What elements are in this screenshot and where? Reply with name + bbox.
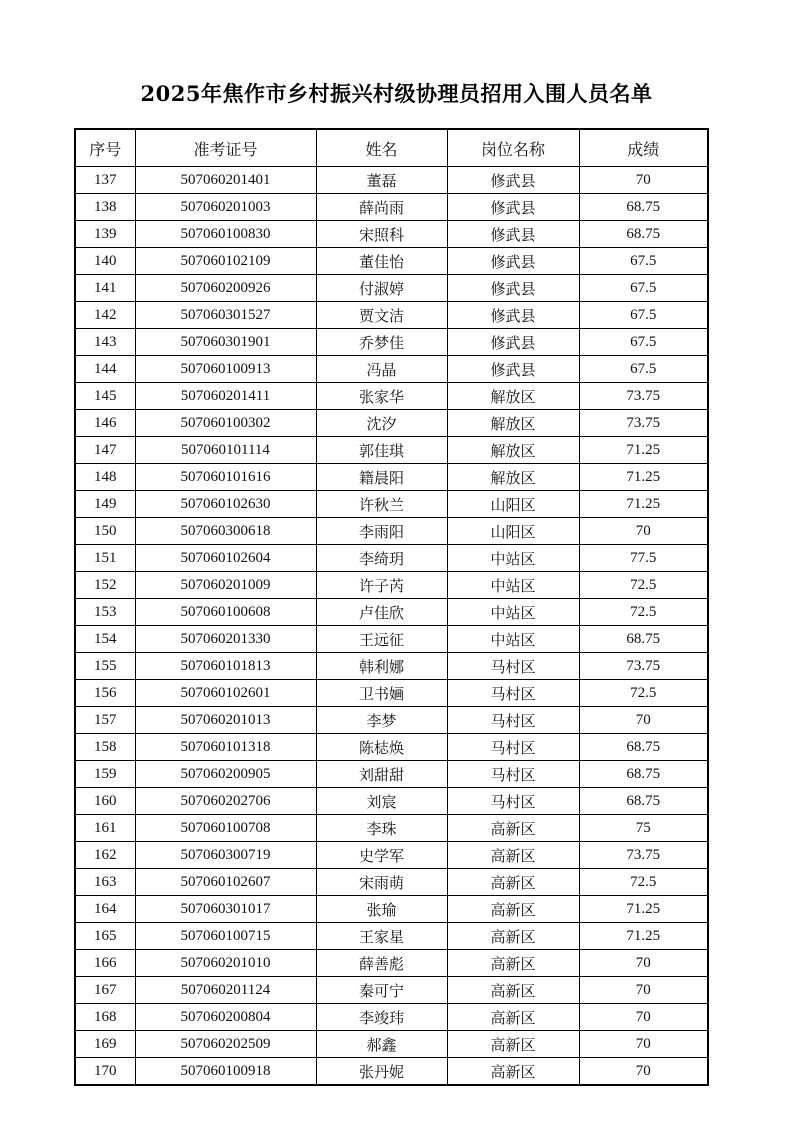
serial-number-cell: 164 [75,896,135,923]
name-cell: 贾文洁 [316,302,447,329]
name-cell: 乔梦佳 [316,329,447,356]
serial-number-cell: 158 [75,734,135,761]
position-name-cell: 修武县 [447,356,579,383]
serial-number-cell: 150 [75,518,135,545]
score-cell: 68.75 [579,788,708,815]
exam-ticket-number-cell: 507060200926 [135,275,316,302]
header-score: 成绩 [579,129,708,167]
table-row [75,1031,708,1058]
table-row [75,599,708,626]
position-name-cell: 中站区 [447,599,579,626]
position-name-cell: 修武县 [447,302,579,329]
position-name-cell: 高新区 [447,896,579,923]
serial-number-cell: 163 [75,869,135,896]
table-row [75,923,708,950]
table-row [75,437,708,464]
exam-ticket-number-cell: 507060201013 [135,707,316,734]
serial-number-cell: 143 [75,329,135,356]
score-cell: 68.75 [579,221,708,248]
serial-number-cell: 166 [75,950,135,977]
table-row [75,761,708,788]
position-name-cell: 解放区 [447,383,579,410]
name-cell: 张瑜 [316,896,447,923]
name-cell: 宋雨萌 [316,869,447,896]
header-exam-ticket-number: 准考证号 [135,129,316,167]
serial-number-cell: 153 [75,599,135,626]
exam-ticket-number-cell: 507060100913 [135,356,316,383]
table-row [75,572,708,599]
position-name-cell: 中站区 [447,545,579,572]
position-name-cell: 解放区 [447,437,579,464]
name-cell: 李竣玮 [316,1004,447,1031]
position-name-cell: 解放区 [447,464,579,491]
serial-number-cell: 167 [75,977,135,1004]
name-cell: 薛尚雨 [316,194,447,221]
score-cell: 72.5 [579,599,708,626]
position-name-cell: 马村区 [447,788,579,815]
exam-ticket-number-cell: 507060100830 [135,221,316,248]
position-name-cell: 高新区 [447,869,579,896]
serial-number-cell: 169 [75,1031,135,1058]
header-serial-number: 序号 [75,129,135,167]
score-cell: 73.75 [579,410,708,437]
name-cell: 薛善彪 [316,950,447,977]
document-title: 2025年焦作市乡村振兴村级协理员招用入围人员名单 [140,81,653,106]
exam-ticket-number-cell: 507060301901 [135,329,316,356]
name-cell: 刘宸 [316,788,447,815]
exam-ticket-number-cell: 507060200905 [135,761,316,788]
name-cell: 李珠 [316,815,447,842]
name-cell: 郝鑫 [316,1031,447,1058]
header-name: 姓名 [316,129,447,167]
exam-ticket-number-cell: 507060101114 [135,437,316,464]
name-cell: 冯晶 [316,356,447,383]
position-name-cell: 中站区 [447,572,579,599]
serial-number-cell: 157 [75,707,135,734]
table-row [75,950,708,977]
table-row [75,977,708,1004]
exam-ticket-number-cell: 507060102601 [135,680,316,707]
serial-number-cell: 147 [75,437,135,464]
name-cell: 刘甜甜 [316,761,447,788]
table-row [75,1058,708,1086]
name-cell: 王家星 [316,923,447,950]
position-name-cell: 修武县 [447,194,579,221]
exam-ticket-number-cell: 507060201330 [135,626,316,653]
exam-ticket-number-cell: 507060101616 [135,464,316,491]
exam-ticket-number-cell: 507060100708 [135,815,316,842]
name-cell: 李雨阳 [316,518,447,545]
position-name-cell: 马村区 [447,680,579,707]
score-cell: 70 [579,1031,708,1058]
exam-ticket-number-cell: 507060200804 [135,1004,316,1031]
position-name-cell: 高新区 [447,842,579,869]
table-row [75,302,708,329]
serial-number-cell: 159 [75,761,135,788]
exam-ticket-number-cell: 507060101813 [135,653,316,680]
table-row [75,167,708,194]
table-row [75,707,708,734]
exam-ticket-number-cell: 507060100715 [135,923,316,950]
header-position-name: 岗位名称 [447,129,579,167]
exam-ticket-number-cell: 507060102109 [135,248,316,275]
position-name-cell: 修武县 [447,329,579,356]
candidate-table [74,128,709,1086]
exam-ticket-number-cell: 507060300618 [135,518,316,545]
score-cell: 67.5 [579,248,708,275]
name-cell: 陈梽焕 [316,734,447,761]
name-cell: 张丹妮 [316,1058,447,1086]
serial-number-cell: 145 [75,383,135,410]
serial-number-cell: 170 [75,1058,135,1086]
position-name-cell: 修武县 [447,167,579,194]
name-cell: 许秋兰 [316,491,447,518]
name-cell: 许子芮 [316,572,447,599]
score-cell: 68.75 [579,194,708,221]
exam-ticket-number-cell: 507060100918 [135,1058,316,1086]
score-cell: 73.75 [579,653,708,680]
position-name-cell: 马村区 [447,653,579,680]
serial-number-cell: 151 [75,545,135,572]
score-cell: 67.5 [579,275,708,302]
score-cell: 71.25 [579,491,708,518]
position-name-cell: 马村区 [447,734,579,761]
exam-ticket-number-cell: 507060201124 [135,977,316,1004]
serial-number-cell: 139 [75,221,135,248]
table-row [75,626,708,653]
name-cell: 董佳怡 [316,248,447,275]
position-name-cell: 修武县 [447,221,579,248]
score-cell: 71.25 [579,464,708,491]
position-name-cell: 马村区 [447,761,579,788]
table-row [75,491,708,518]
score-cell: 72.5 [579,869,708,896]
score-cell: 73.75 [579,842,708,869]
name-cell: 郭佳琪 [316,437,447,464]
table-row [75,275,708,302]
name-cell: 宋照科 [316,221,447,248]
table-row [75,410,708,437]
exam-ticket-number-cell: 507060102630 [135,491,316,518]
exam-ticket-number-cell: 507060201010 [135,950,316,977]
score-cell: 70 [579,707,708,734]
position-name-cell: 修武县 [447,248,579,275]
score-cell: 70 [579,1058,708,1086]
score-cell: 70 [579,518,708,545]
table-row [75,680,708,707]
position-name-cell: 高新区 [447,1031,579,1058]
table-header-row [75,129,708,167]
score-cell: 67.5 [579,302,708,329]
name-cell: 籍晨阳 [316,464,447,491]
exam-ticket-number-cell: 507060301017 [135,896,316,923]
serial-number-cell: 146 [75,410,135,437]
score-cell: 67.5 [579,356,708,383]
table-row [75,248,708,275]
serial-number-cell: 155 [75,653,135,680]
table-row [75,545,708,572]
name-cell: 李梦 [316,707,447,734]
exam-ticket-number-cell: 507060100302 [135,410,316,437]
table-row [75,221,708,248]
score-cell: 68.75 [579,626,708,653]
serial-number-cell: 141 [75,275,135,302]
exam-ticket-number-cell: 507060202509 [135,1031,316,1058]
serial-number-cell: 154 [75,626,135,653]
score-cell: 71.25 [579,923,708,950]
position-name-cell: 高新区 [447,1058,579,1086]
name-cell: 董磊 [316,167,447,194]
position-name-cell: 马村区 [447,707,579,734]
name-cell: 李绮玥 [316,545,447,572]
score-cell: 70 [579,977,708,1004]
score-cell: 70 [579,1004,708,1031]
name-cell: 卫书婳 [316,680,447,707]
score-cell: 72.5 [579,680,708,707]
table-row [75,788,708,815]
table-row [75,1004,708,1031]
score-cell: 71.25 [579,896,708,923]
score-cell: 68.75 [579,734,708,761]
table-row [75,383,708,410]
serial-number-cell: 162 [75,842,135,869]
position-name-cell: 山阳区 [447,518,579,545]
position-name-cell: 解放区 [447,410,579,437]
score-cell: 67.5 [579,329,708,356]
exam-ticket-number-cell: 507060100608 [135,599,316,626]
score-cell: 72.5 [579,572,708,599]
position-name-cell: 高新区 [447,950,579,977]
serial-number-cell: 168 [75,1004,135,1031]
serial-number-cell: 142 [75,302,135,329]
serial-number-cell: 156 [75,680,135,707]
table-row [75,464,708,491]
score-cell: 73.75 [579,383,708,410]
table-row [75,194,708,221]
exam-ticket-number-cell: 507060201003 [135,194,316,221]
serial-number-cell: 148 [75,464,135,491]
score-cell: 70 [579,950,708,977]
name-cell: 史学军 [316,842,447,869]
exam-ticket-number-cell: 507060102607 [135,869,316,896]
table-row [75,518,708,545]
name-cell: 韩利娜 [316,653,447,680]
exam-ticket-number-cell: 507060201411 [135,383,316,410]
exam-ticket-number-cell: 507060301527 [135,302,316,329]
name-cell: 秦可宁 [316,977,447,1004]
table-row [75,734,708,761]
table-row [75,653,708,680]
exam-ticket-number-cell: 507060300719 [135,842,316,869]
name-cell: 张家华 [316,383,447,410]
score-cell: 70 [579,167,708,194]
table-row [75,896,708,923]
exam-ticket-number-cell: 507060102604 [135,545,316,572]
name-cell: 付淑婷 [316,275,447,302]
serial-number-cell: 161 [75,815,135,842]
score-cell: 71.25 [579,437,708,464]
serial-number-cell: 152 [75,572,135,599]
table-row [75,815,708,842]
position-name-cell: 修武县 [447,275,579,302]
serial-number-cell: 138 [75,194,135,221]
serial-number-cell: 137 [75,167,135,194]
exam-ticket-number-cell: 507060101318 [135,734,316,761]
position-name-cell: 山阳区 [447,491,579,518]
position-name-cell: 中站区 [447,626,579,653]
score-cell: 75 [579,815,708,842]
name-cell: 卢佳欣 [316,599,447,626]
table-body [75,167,708,1086]
name-cell: 沈汐 [316,410,447,437]
position-name-cell: 高新区 [447,1004,579,1031]
position-name-cell: 高新区 [447,923,579,950]
position-name-cell: 高新区 [447,815,579,842]
serial-number-cell: 165 [75,923,135,950]
serial-number-cell: 140 [75,248,135,275]
score-cell: 77.5 [579,545,708,572]
position-name-cell: 高新区 [447,977,579,1004]
score-cell: 68.75 [579,761,708,788]
table-row [75,356,708,383]
serial-number-cell: 144 [75,356,135,383]
exam-ticket-number-cell: 507060202706 [135,788,316,815]
exam-ticket-number-cell: 507060201009 [135,572,316,599]
serial-number-cell: 160 [75,788,135,815]
table-row [75,842,708,869]
table-row [75,329,708,356]
name-cell: 王远征 [316,626,447,653]
table-row [75,869,708,896]
exam-ticket-number-cell: 507060201401 [135,167,316,194]
serial-number-cell: 149 [75,491,135,518]
